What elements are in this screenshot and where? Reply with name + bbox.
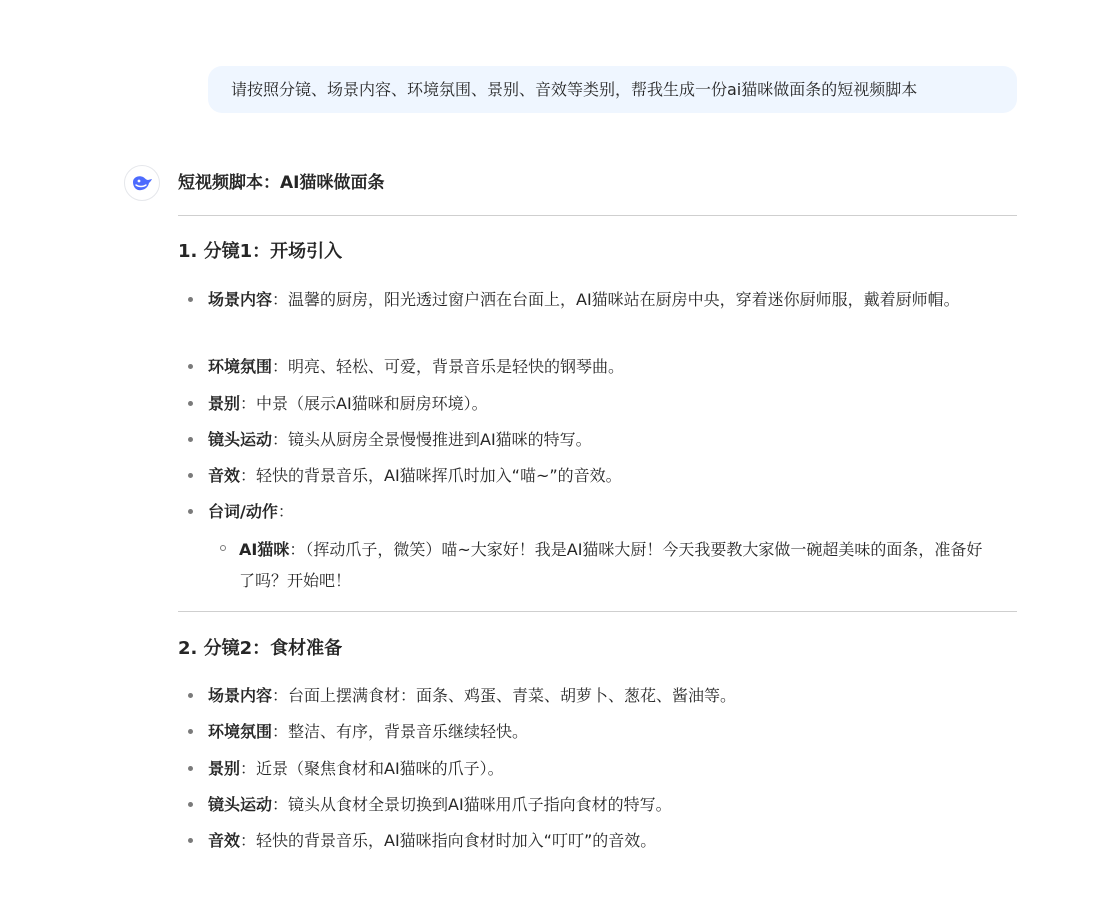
item-text: ：镜头从厨房全景慢慢推进到AI猫咪的特写。	[272, 430, 592, 449]
assistant-avatar	[124, 165, 160, 201]
user-message-bubble	[208, 66, 1017, 113]
list-item	[178, 284, 1018, 315]
section-heading-1: 1. 分镜1：开场引入	[178, 241, 343, 262]
list-item	[178, 351, 1018, 382]
item-label: 镜头运动	[208, 430, 273, 449]
bullet-circle	[220, 545, 226, 551]
list-item	[178, 789, 1018, 820]
item-label: 镜头运动	[208, 795, 273, 814]
item-text: ：近景（聚焦食材和AI猫咪的爪子）。	[240, 759, 504, 778]
reply-title: 短视频脚本：AI猫咪做面条	[178, 173, 385, 193]
bullet-dot	[188, 802, 193, 807]
list-item	[178, 424, 1018, 455]
item-label: 台词/动作	[208, 502, 278, 521]
user-message-text: 请按照分镜、场景内容、环境氛围、景别、音效等类别，帮我生成一份ai猫咪做面条的短视频脚本	[231, 80, 918, 99]
list-item	[178, 496, 1018, 527]
bullet-dot	[188, 693, 193, 698]
bullet-dot	[188, 473, 193, 478]
item-label: 场景内容	[208, 290, 273, 309]
item-text: ：	[277, 502, 294, 521]
list-item	[178, 388, 1018, 419]
list-item	[178, 825, 1018, 856]
item-text: ：明亮、轻松、可爱，背景音乐是轻快的钢琴曲。	[272, 357, 625, 376]
item-text: ：台面上摆满食材：面条、鸡蛋、青菜、胡萝卜、葱花、酱油等。	[272, 686, 737, 705]
list-item	[178, 680, 1018, 711]
bullet-dot	[188, 838, 193, 843]
item-text: ：轻快的背景音乐，AI猫咪挥爪时加入“喵~”的音效。	[240, 466, 622, 485]
sub-list-item	[208, 534, 998, 596]
bullet-dot	[188, 401, 193, 406]
item-text: ：轻快的背景音乐，AI猫咪指向食材时加入“叮叮”的音效。	[240, 831, 657, 850]
list-item	[178, 716, 1018, 747]
item-text: ：中景（展示AI猫咪和厨房环境）。	[240, 394, 488, 413]
item-label: 环境氛围	[208, 722, 273, 741]
item-label: 场景内容	[208, 686, 273, 705]
list-item	[178, 753, 1018, 784]
list-item	[178, 460, 1018, 491]
item-label: 景别	[208, 394, 241, 413]
divider	[178, 611, 1017, 612]
whale-logo-icon	[130, 173, 154, 193]
bullet-dot	[188, 729, 193, 734]
item-text: ：温馨的厨房，阳光透过窗户洒在台面上，AI猫咪站在厨房中央，穿着迷你厨师服，戴着厨师帽。	[272, 290, 960, 309]
bullet-dot	[188, 509, 193, 514]
bullet-dot	[188, 364, 193, 369]
item-text: ：（挥动爪子，微笑）喵~大家好！我是AI猫咪大厨！今天我要教大家做一碗超美味的面条，准备好了吗？开始吧！	[239, 540, 983, 590]
item-text: ：整洁、有序，背景音乐继续轻快。	[272, 722, 529, 741]
item-text: ：镜头从食材全景切换到AI猫咪用爪子指向食材的特写。	[272, 795, 672, 814]
item-label: 环境氛围	[208, 357, 273, 376]
section-heading-2: 2. 分镜2：食材准备	[178, 638, 343, 659]
bullet-dot	[188, 437, 193, 442]
bullet-dot	[188, 766, 193, 771]
item-label: 景别	[208, 759, 241, 778]
item-label: 音效	[208, 831, 241, 850]
divider	[178, 215, 1017, 216]
bullet-dot	[188, 297, 193, 302]
item-label: AI猫咪	[239, 540, 290, 559]
item-label: 音效	[208, 466, 241, 485]
